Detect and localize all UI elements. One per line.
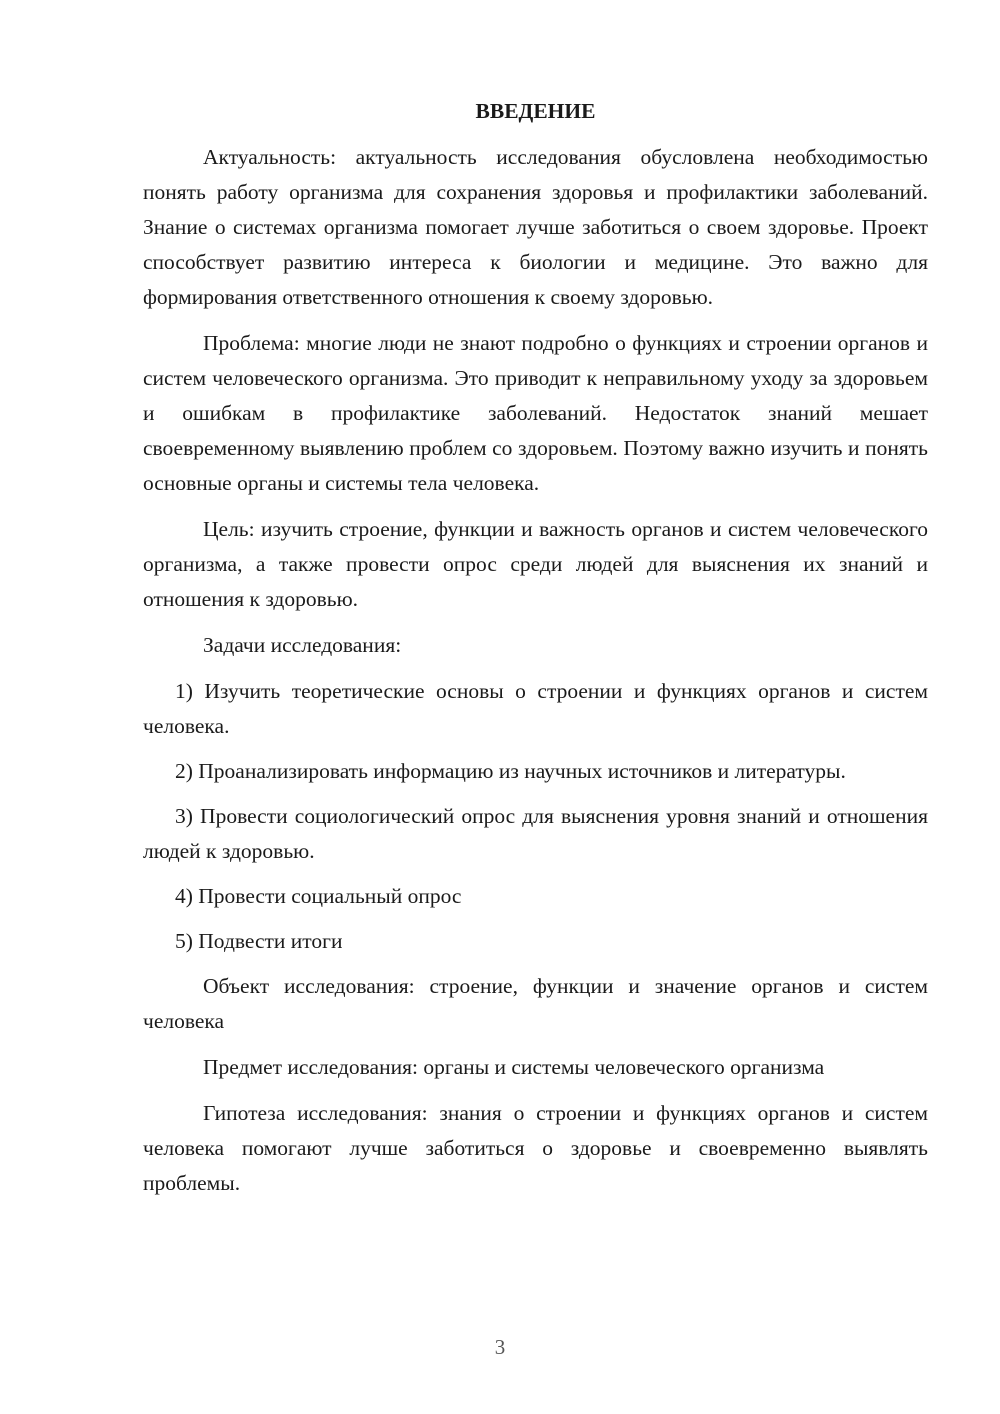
page-number: 3 [494,1335,506,1359]
task-item-1: 1) Изучить теоретические основы о строении и функциях органов и систем человека. [143,679,928,738]
problem-paragraph: Проблема: многие люди не знают подробно о функциях и строении органов и систем человеческого организма. Это приводит к неправильному уходу за здоровьем и ошибкам в профилактике заболеваний. Недостаток знаний мешает своевременному выявлению проблем со здоровьем. Поэтому важно изучить и понять основные органы и системы тела человека. [143,331,928,495]
relevance-paragraph: Актуальность: актуальность исследования обусловлена необходимостью понять работу организма для сохранения здоровья и профилактики заболеваний. Знание о системах организма помогает лучше заботиться о своем здоровье. Проект способствует развитию интереса к биологии и медицине. Это важно для формирования ответственного отношения к своему здоровью. [143,145,928,309]
goal-paragraph: Цель: изучить строение, функции и важность органов и систем человеческого организма, а также провести опрос среди людей для выяснения их знаний и отношения к здоровью. [143,517,928,611]
subject-paragraph: Предмет исследования: органы и системы человеческого организма [203,1055,825,1079]
hypothesis-paragraph: Гипотеза исследования: знания о строении и функциях органов и систем человека помогают лучше заботиться о здоровье и своевременно выявлять проблемы. [143,1101,928,1195]
document-page [143,96,928,1212]
tasks-heading: Задачи исследования: [203,633,402,657]
object-paragraph: Объект исследования: строение, функции и значение органов и систем человека [143,974,928,1033]
task-item-3: 3) Провести социологический опрос для выяснения уровня знаний и отношения людей к здоровью. [143,804,928,863]
task-item-4: 4) Провести социальный опрос [175,884,462,908]
task-item-5: 5) Подвести итоги [175,929,343,953]
task-item-2: 2) Проанализировать информацию из научных источников и литературы. [175,759,846,783]
section-title: ВВЕДЕНИЕ [475,99,596,123]
